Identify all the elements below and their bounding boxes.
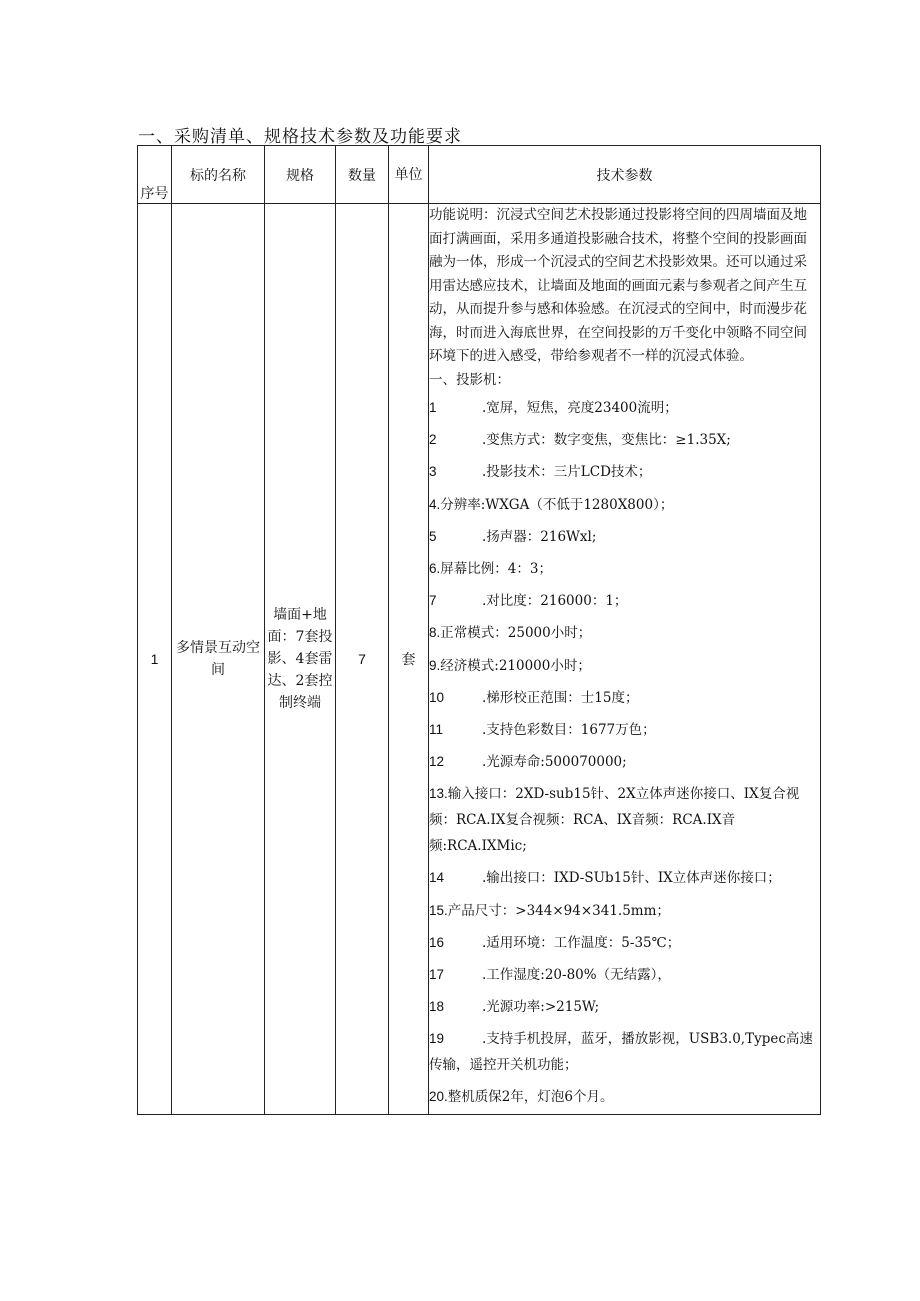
- item-number: 6.: [429, 561, 441, 577]
- item-text: .梯形校正范围：士15度；: [482, 689, 639, 706]
- item-number: 20.: [429, 1089, 448, 1105]
- list-item: [429, 617, 820, 649]
- header-name: 标的名称: [172, 146, 265, 204]
- table-row: [138, 204, 821, 1115]
- list-item: [429, 895, 820, 927]
- item-number: 15.: [429, 902, 448, 918]
- item-number: 16: [429, 934, 445, 950]
- item-text: .宽屏，短焦，亮度23400流明；: [482, 400, 678, 416]
- item-text: 输入接口：2XD-sub15针、2X立体声迷你接口、IX复合视频：RCA.IX复合视频：RCA、IX音频：RCA.IX音频:RCA.IXMic;: [429, 786, 800, 855]
- list-item: [429, 392, 820, 424]
- item-number: 3: [429, 464, 437, 480]
- item-text: .光源功率:>215W;: [482, 999, 600, 1016]
- cell-unit: 套: [389, 204, 429, 1115]
- item-number: 14: [429, 870, 445, 886]
- item-text: .输出接口：IXD-SUb15针、IX立体声迷你接口；: [482, 870, 781, 887]
- item-number: 10: [429, 689, 445, 705]
- list-item: [429, 714, 820, 746]
- item-text: .支持手机投屏，蓝牙，播放影视，USB3.0,Typec高速传输，遥控开关机功能；: [429, 1031, 813, 1074]
- list-item: [429, 682, 820, 714]
- item-number: 18: [429, 999, 445, 1015]
- list-item: [429, 553, 820, 585]
- header-spec: 规格: [265, 146, 336, 204]
- list-item: [429, 1081, 820, 1113]
- item-text: 屏幕比例：4：3；: [440, 561, 552, 578]
- list-item: [429, 1023, 820, 1081]
- item-number: 8.: [429, 625, 441, 641]
- item-text: .扬声器：216Wxl;: [482, 528, 597, 545]
- item-text: 整机质保2年，灯泡6个月。: [447, 1089, 614, 1106]
- item-number: 5: [429, 528, 437, 544]
- projector-section-title: 一、投影机：: [429, 371, 510, 388]
- item-number: 19: [429, 1031, 445, 1047]
- section-heading: 一、采购清单、规格技术参数及功能要求: [138, 127, 462, 147]
- function-description: 功能说明：沉浸式空间艺术投影通过投影将空间的四周墙面及地面打满画面，采用多通道投影融合技术，将整个空间的投影画面融为一体，形成一个沉浸式的空间艺术投影效果。还可以通过采用雷达感应技术，让墙面及地面的画面元素与参观者之间产生互动，从而提升参与感和体验感。在沉浸式的空间中，时而漫步花海，时而进入海底世界，在空间投影的万千变化中领略不同空间环境下的进入感受，带给参观者不一样的沉浸式体验。: [429, 207, 807, 364]
- list-item: [429, 650, 820, 682]
- cell-qty: 7: [336, 204, 389, 1115]
- list-item: [429, 456, 820, 488]
- item-text: 产品尺寸：>344×94×341.5mm；: [447, 902, 670, 919]
- list-item: [429, 424, 820, 456]
- list-item: [429, 521, 820, 553]
- item-text: 经济模式:210000小时；: [440, 657, 591, 674]
- item-number: 9.: [429, 657, 441, 673]
- header-tech: 技术参数: [429, 146, 821, 204]
- item-number: 13.: [429, 786, 448, 802]
- item-number: 17: [429, 967, 445, 983]
- item-number: 12: [429, 754, 445, 770]
- item-number: 2: [429, 432, 437, 448]
- header-seq: 序号: [138, 146, 172, 204]
- spec-item-list: [429, 392, 820, 1114]
- item-text: .投影技术：三片LCD技术；: [482, 464, 652, 481]
- cell-tech: [429, 204, 821, 1115]
- item-number: 11: [429, 722, 444, 738]
- item-text: .光源寿命:500070000;: [482, 754, 627, 771]
- header-qty: 数量: [336, 146, 389, 204]
- list-item: [429, 991, 820, 1023]
- item-text: 正常模式：25000小时；: [440, 625, 592, 642]
- item-text: .支持色彩数目：1677万色；: [482, 722, 656, 739]
- procurement-table: [137, 145, 821, 1115]
- cell-spec: 墙面+地面：7套投影、4套雷达、2套控制终端: [265, 204, 336, 1115]
- header-unit: 单位: [389, 146, 429, 204]
- item-text: 分辨率:WXGA（不低于1280X800）；: [440, 496, 674, 513]
- table-header-row: [138, 146, 821, 204]
- list-item: [429, 959, 820, 991]
- item-text: .工作湿度:20-80%（无结露），: [482, 967, 671, 984]
- list-item: [429, 489, 820, 521]
- item-number: 4.: [429, 496, 441, 512]
- item-text: .适用环境：工作温度：5-35℃；: [482, 934, 681, 951]
- item-text: .变焦方式：数字变焦，变焦比：≥1.35X;: [482, 432, 731, 449]
- item-text: .对比度：216000：1；: [482, 593, 628, 610]
- list-item: [429, 862, 820, 894]
- list-item: [429, 778, 820, 862]
- list-item: [429, 585, 820, 617]
- cell-name: 多情景互动空间: [172, 204, 265, 1115]
- list-item: [429, 746, 820, 778]
- item-number: 7: [429, 593, 437, 609]
- item-number: 1: [429, 400, 437, 415]
- cell-seq: 1: [138, 204, 172, 1115]
- list-item: [429, 927, 820, 959]
